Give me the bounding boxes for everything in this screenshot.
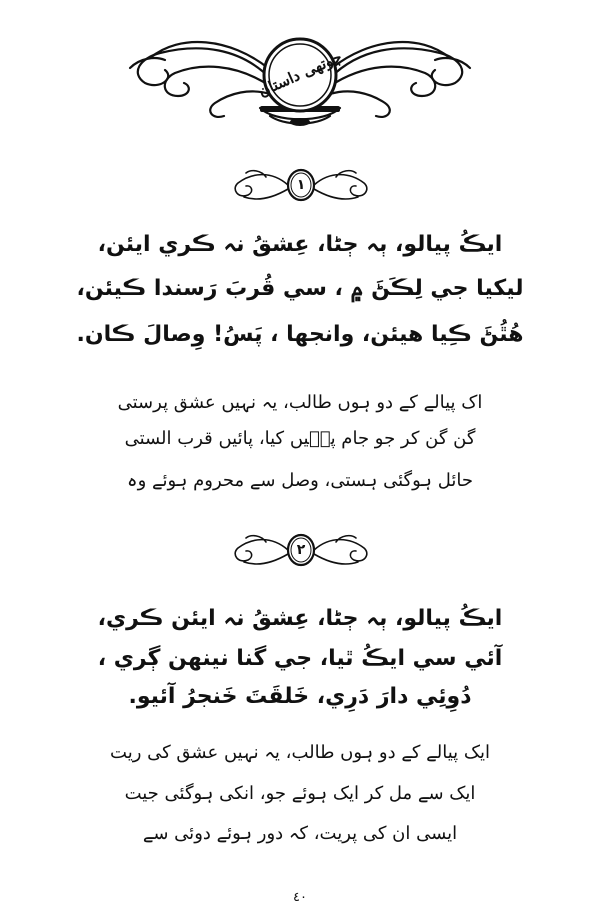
- sindhi-verse-line: ايڪُ پيالو، ٻہ ڄڻا، عِشقُ نہ ڪري ايئن،: [97, 232, 503, 257]
- section-ornament-1: [226, 165, 376, 205]
- sindhi-verse-line: دُوِئِي دارَ دَرِي، خَلقَتَ خَنجرُ آئيو.: [128, 684, 472, 709]
- sindhi-verse-line: آئي سي ايڪُ ٿيا، جي گنا نينهن ڳري ،: [97, 646, 503, 671]
- section-number: ٢: [296, 542, 306, 558]
- section-number: ١: [296, 177, 306, 193]
- urdu-translation-line: ایک سے مل کر ایک ہوئے جو، انکی ہوگئی جیت: [124, 783, 476, 804]
- urdu-translation-line: گن گن کر جو جام پیٖیں کیا، پائیں قرب الستی: [124, 428, 476, 449]
- urdu-translation-line: ایک پیالے کے دو ہوں طالب، یہ نہیں عشق کی ریت: [110, 742, 490, 763]
- urdu-translation-line: حائل ہوگئی ہستی، وصل سے محروم ہوئے وہ: [127, 470, 473, 491]
- sindhi-verse-line: هُٿُڻَ ڪِيا هيئن، وانجھا ، پَسُ! وِصالَ ڪان.: [76, 322, 524, 347]
- urdu-translation-line: ایسی ان کی پریت، کہ دور ہوئے دوئی سے: [142, 823, 458, 844]
- sindhi-verse-line: ايڪُ پيالو، ٻہ ڄڻا، عِشقُ نہ ايئن ڪري،: [97, 606, 503, 631]
- page-number: ٤٠: [293, 890, 307, 905]
- chapter-title: چوتھی داستان: [255, 47, 345, 101]
- urdu-translation-line: اک پیالے کے دو ہوں طالب، یہ نہیں عشق پرستی: [117, 392, 483, 413]
- section-ornament-2: [226, 530, 376, 570]
- sindhi-verse-line: ليکيا جي لِڪَڻَ ۾ ، سي قُربَ رَسندا ڪيئن،: [76, 276, 524, 301]
